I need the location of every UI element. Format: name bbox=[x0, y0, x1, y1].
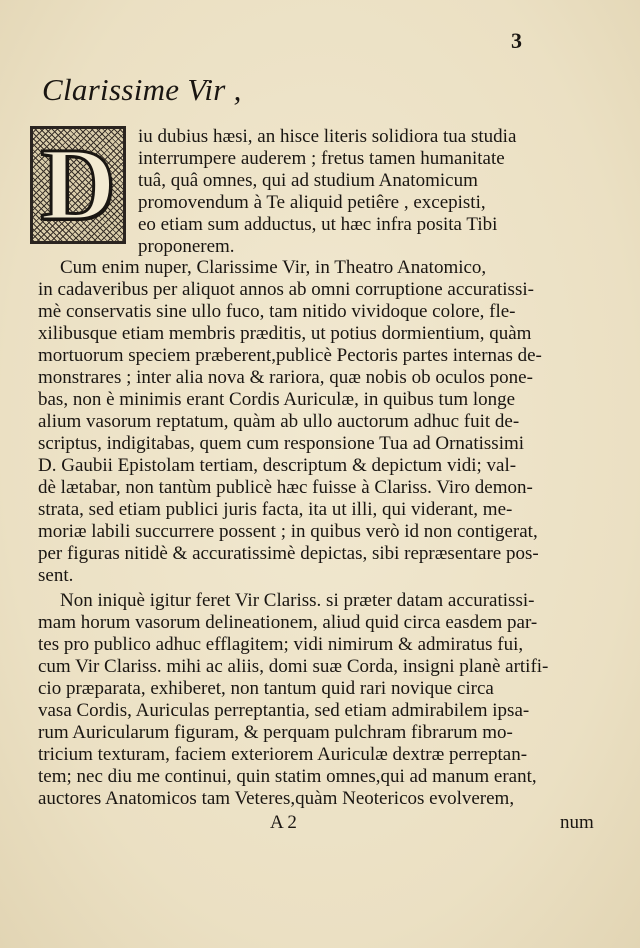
text-line: mam horum vasorum delineationem, aliud quid circa easdem par- bbox=[38, 612, 538, 633]
text-line: tricium texturam, faciem exteriorem Auriculæ dextræ perreptan- bbox=[38, 744, 528, 765]
text-line: bas, non è minimis erant Cordis Auriculæ, in quibus tum longe bbox=[38, 389, 516, 410]
salutation-heading: Clarissime Vir , bbox=[42, 72, 242, 107]
text-line: per figuras nitidè & accuratissimè depictas, sibi repræsentare pos- bbox=[38, 543, 539, 564]
text-line: iu dubius hæsi, an hisce literis solidiora tua studia bbox=[138, 126, 517, 147]
initial-letter: D bbox=[40, 127, 116, 242]
text-line: xilibusque etiam membris præditis, ut potius dormientium, quàm bbox=[38, 323, 532, 344]
text-line: mortuorum speciem præberent,publicè Pectoris partes internas de- bbox=[38, 345, 542, 366]
text-line: scriptus, indigitabas, quem cum responsione Tua ad Ornatissimi bbox=[38, 433, 525, 454]
text-line: dè lætabar, non tantùm publicè hæc fuisse à Clariss. Viro demon- bbox=[38, 477, 533, 498]
text-line: monstrares ; inter alia nova & rariora, quæ nobis ob oculos pone- bbox=[38, 367, 533, 388]
text-line: Cum enim nuper, Clarissime Vir, in Theatro Anatomico, bbox=[60, 257, 487, 278]
text-line: promovendum à Te aliquid petiêre , excepisti, bbox=[138, 192, 486, 213]
text-line: vasa Cordis, Auriculas perreptantia, sed etiam admirabilem ipsa- bbox=[38, 700, 530, 721]
text-line: Non iniquè igitur feret Vir Clariss. si præter datam accuratissi- bbox=[60, 590, 535, 611]
text-line: eo etiam sum adductus, ut hæc infra posita Tibi bbox=[138, 214, 498, 235]
text-line: D. Gaubii Epistolam tertiam, descriptum & depictum vidi; val- bbox=[38, 455, 517, 476]
text-line: sent. bbox=[38, 565, 74, 586]
text-line: strata, sed etiam publici juris facta, ita ut illi, qui viderant, me- bbox=[38, 499, 513, 520]
catchword: num bbox=[560, 812, 594, 833]
text-line: proponerem. bbox=[138, 236, 235, 257]
text-line: rum Auricularum figuram, & perquam pulchram fibrarum mo- bbox=[38, 722, 513, 743]
text-line: alium vasorum reptatum, quàm ab ullo auctorum adhuc fuit de- bbox=[38, 411, 520, 432]
text-line: cio præparata, exhiberet, non tantum quid rari novique circa bbox=[38, 678, 494, 699]
text-line: mè conservatis sine ullo fuco, tam nitido vividoque colore, fle- bbox=[38, 301, 516, 322]
text-line: auctores Anatomicos tam Veteres,quàm Neotericos evolverem, bbox=[38, 788, 515, 809]
text-line: interrumpere auderem ; fretus tamen humanitate bbox=[138, 148, 505, 169]
signature-mark: A 2 bbox=[270, 812, 297, 833]
text-line: moriæ labili succurrere possent ; in quibus verò id non contigerat, bbox=[38, 521, 538, 542]
text-line: tuâ, quâ omnes, qui ad studium Anatomicum bbox=[138, 170, 478, 191]
text-line: cum Vir Clariss. mihi ac aliis, domi suæ Corda, insigni planè artifi- bbox=[38, 656, 549, 677]
page-number: 3 bbox=[511, 28, 522, 53]
text-line: tes pro publico adhuc efflagitem; vidi nimirum & admiratus fui, bbox=[38, 634, 524, 655]
text-line: tem; nec diu me continui, quin statim omnes,qui ad manum erant, bbox=[38, 766, 537, 787]
text-line: in cadaveribus per aliquot annos ab omni corruptione accuratissi- bbox=[38, 279, 534, 300]
